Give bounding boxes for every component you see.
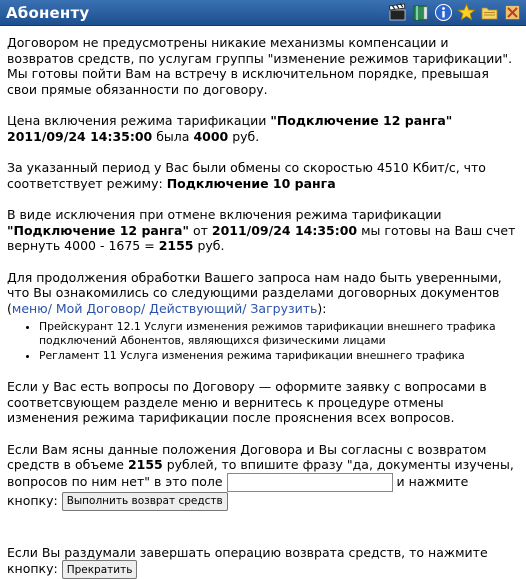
price-paragraph: Цена включения режима тарификации "Подключение 12 ранга" 2011/09/24 14:35:00 была 4000 руб. <box>7 113 518 144</box>
shield-icon[interactable] <box>503 3 522 22</box>
actual-mode: Подключение 10 ранга <box>167 176 336 191</box>
star-icon[interactable] <box>457 3 476 22</box>
activation-date: 2011/09/24 14:35:00 <box>212 223 357 238</box>
cancel-button[interactable]: Прекратить <box>62 560 138 579</box>
main-content <box>0 26 526 579</box>
book-icon[interactable] <box>411 3 430 22</box>
execute-refund-button[interactable]: Выполнить возврат средств <box>62 492 228 511</box>
rank-name: "Подключение 12 ранга" <box>270 113 452 128</box>
documents-paragraph: Для продолжения обработки Вашего запроса нам надо быть уверенными, что Вы ознакомились со следующими разделами договорных документов (меню/ Мой Договор/ Действующий/ Загрузить): <box>7 270 518 317</box>
info-icon[interactable] <box>434 3 453 22</box>
refund-paragraph: В виде исключения при отмене включения режима тарификации "Подключение 12 ранга" от 2011/09/24 14:35:00 мы готовы на Ваш счет вернуть 4000 - 1675 = 2155 руб. <box>7 207 518 254</box>
activation-date: 2011/09/24 14:35:00 <box>7 129 152 144</box>
window-header <box>0 0 526 26</box>
price-value: 4000 <box>193 129 228 144</box>
refund-amount: 2155 <box>128 457 163 472</box>
header-toolbar <box>388 3 522 22</box>
usage-paragraph: За указанный период у Вас были обмены со скоростью 4510 Кбит/с, что соответствует режиму: Подключение 10 ранга <box>7 160 518 191</box>
intro-paragraph: Договором не предусмотрены никакие механизмы компенсации и возвратов средств, по услугам группы "изменение режимов тарификации". Мы готовы пойти Вам на встречу в исключительном порядке, превышая свои прямые обязанности по договору. <box>7 35 518 97</box>
spacer <box>7 527 518 545</box>
rank-name: "Подключение 12 ранга" <box>7 223 189 238</box>
questions-paragraph: Если у Вас есть вопросы по Договору — оформите заявку с вопросами в соответсвующем разделе меню и вернитесь к процедуре отмены изменения режима тарификации после прояснения всех вопросов. <box>7 379 518 426</box>
folder-icon[interactable] <box>480 3 499 22</box>
page-title: Абоненту <box>6 4 388 22</box>
documents-list <box>7 320 518 363</box>
confirmation-input[interactable] <box>227 473 393 492</box>
refund-amount: 2155 <box>159 238 194 253</box>
list-item: • Прейскурант 12.1 Услуги изменения режимов тарификации внешнего трафика подключений Абонентов, являющихся физическими лицами <box>39 320 518 348</box>
list-item: • Регламент 11 Услуга изменения режима тарификации внешнего трафика <box>39 349 518 363</box>
confirm-paragraph: Если Вам ясны данные положения Договора и Вы согласны с возвратом средств в объеме 2155 рублей, то впишите фразу "да, документы изучены, вопросов по ним нет" в это поле и нажмите кнопку: Выполнить возврат средств <box>7 442 518 511</box>
cancel-paragraph: Если Вы раздумали завершать операцию возврата средств, то нажмите кнопку: Прекратить <box>7 545 518 579</box>
contract-documents-link[interactable]: меню/ Мой Договор/ Действующий/ Загрузить <box>12 301 318 316</box>
clapperboard-icon[interactable] <box>388 3 407 22</box>
